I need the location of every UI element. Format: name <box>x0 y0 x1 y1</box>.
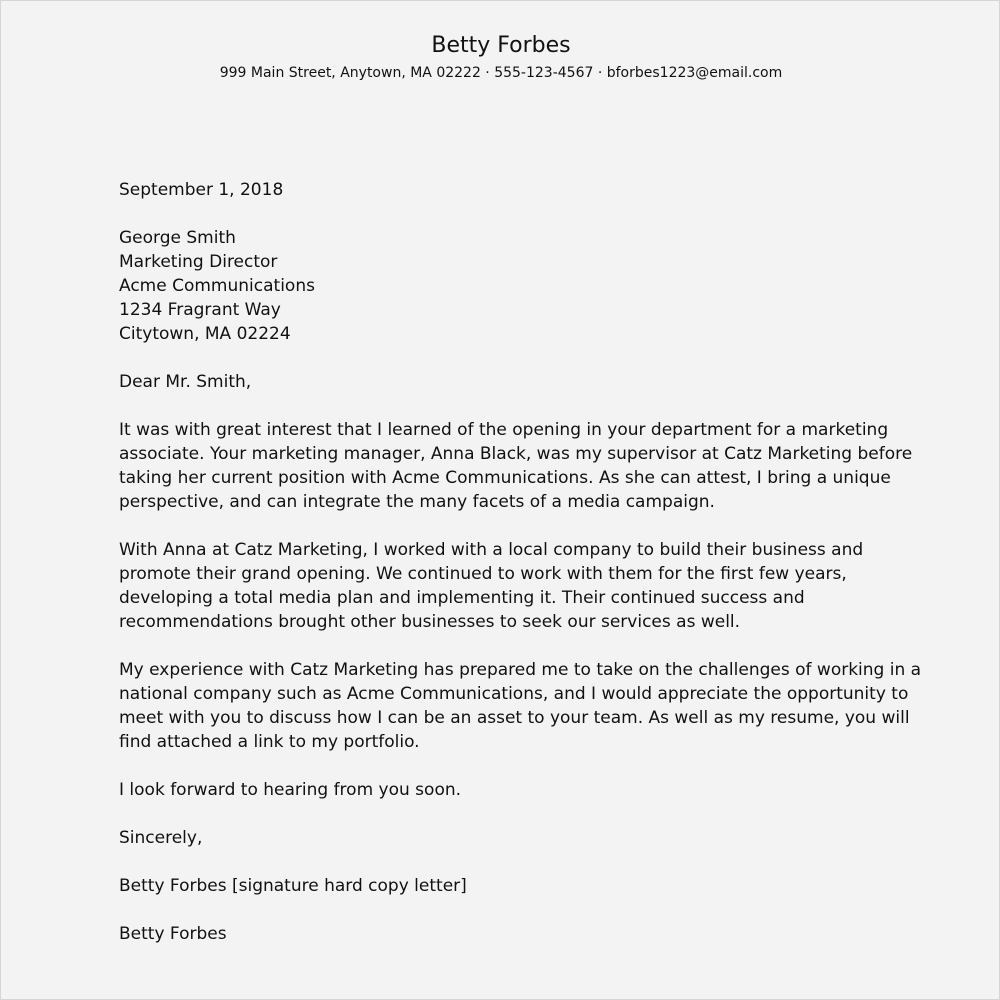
closing: Sincerely, <box>119 828 203 848</box>
signature-line: Betty Forbes [signature hard copy letter] <box>119 876 467 896</box>
letter-body <box>119 178 922 946</box>
recipient-company: Acme Communications <box>119 276 315 296</box>
paragraph-line: developing a total media plan and implementing it. Their continued success and <box>119 588 805 608</box>
paragraph-line: associate. Your marketing manager, Anna Black, was my supervisor at Catz Marketing before <box>119 444 913 464</box>
recipient-street: 1234 Fragrant Way <box>119 300 281 320</box>
paragraph-line: It was with great interest that I learned of the opening in your department for a marketing <box>119 420 889 440</box>
paragraph-line: recommendations brought other businesses to seek our services as well. <box>119 612 741 632</box>
sender-contact: 999 Main Street, Anytown, MA 02222 · 555-123-4567 · bforbes1223@email.com <box>219 65 783 81</box>
letter-date: September 1, 2018 <box>119 180 284 200</box>
paragraph-3 <box>119 658 922 754</box>
recipient-block <box>119 226 899 346</box>
paragraph-line: My experience with Catz Marketing has prepared me to take on the challenges of working in a <box>119 660 922 680</box>
paragraph-line: taking her current position with Acme Communications. As she can attest, I bring a unique <box>119 468 891 488</box>
letterhead <box>1 31 1000 83</box>
paragraph-line: find attached a link to my portfolio. <box>119 732 420 752</box>
paragraph-line: national company such as Acme Communications, and I would appreciate the opportunity to <box>119 684 909 704</box>
typed-name: Betty Forbes <box>119 924 227 944</box>
paragraph-2 <box>119 538 899 634</box>
paragraph-line: meet with you to discuss how I can be an asset to your team. As well as my resume, you will <box>119 708 910 728</box>
paragraph-line: I look forward to hearing from you soon. <box>119 780 462 800</box>
paragraph-1 <box>119 418 913 514</box>
salutation: Dear Mr. Smith, <box>119 372 252 392</box>
paragraph-line: promote their grand opening. We continued to work with them for the first few years, <box>119 564 847 584</box>
paragraph-line: With Anna at Catz Marketing, I worked with a local company to build their business and <box>119 540 864 560</box>
paragraph-line: perspective, and can integrate the many facets of a media campaign. <box>119 492 715 512</box>
recipient-city: Citytown, MA 02224 <box>119 324 291 344</box>
sender-name: Betty Forbes <box>431 33 571 58</box>
paragraph-4 <box>119 778 899 802</box>
recipient-title: Marketing Director <box>119 252 278 272</box>
recipient-name: George Smith <box>119 228 236 248</box>
